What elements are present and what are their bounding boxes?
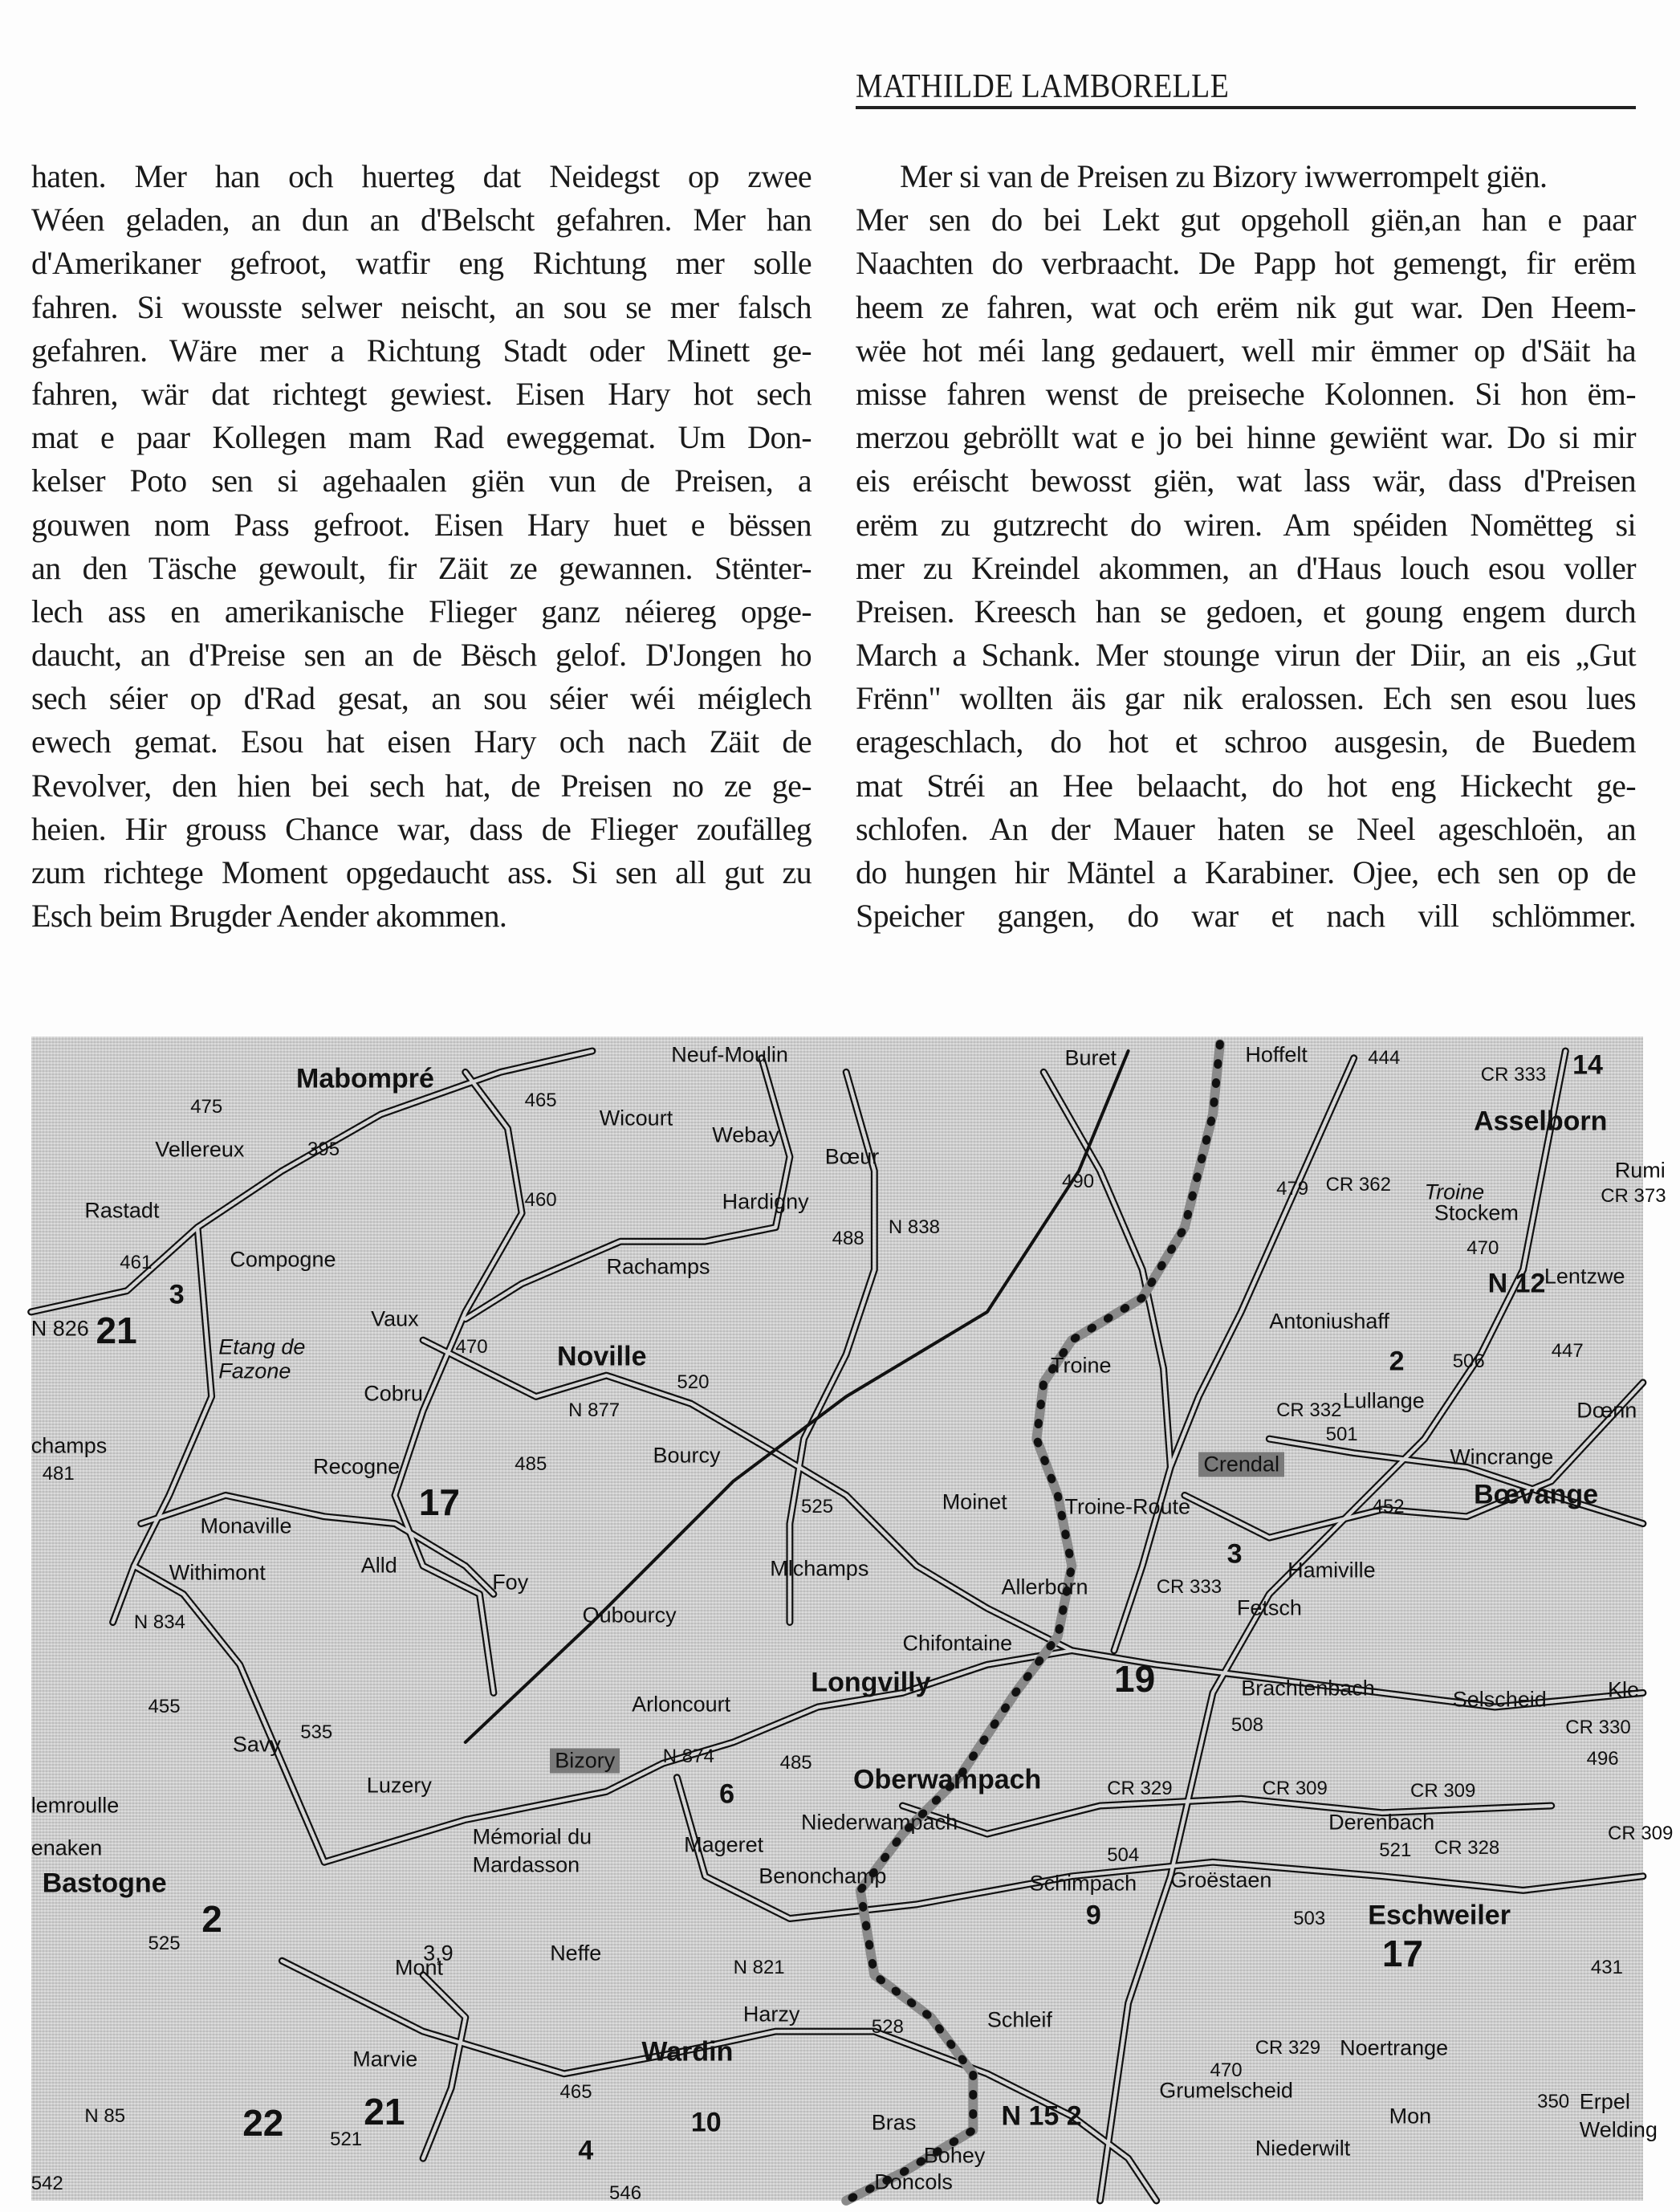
map-label: Allerborn (1001, 1574, 1088, 1599)
map-label: 3,9 (423, 1941, 454, 1966)
text-line: ewech gemat. Esou hat eisen Hary och nach Zäit de (31, 723, 812, 760)
map-label: 6 (719, 1778, 735, 1810)
running-header-author: MATHILDE LAMBORELLE (856, 68, 1230, 105)
map-label: Rachamps (606, 1254, 710, 1279)
map-label: Niederwampach (801, 1810, 958, 1835)
text-line: fahren. Si wousste selwer neischt, an sou se mer falsch (31, 288, 812, 325)
map-label: Oberwampach (853, 1764, 1042, 1795)
map-label: 501 (1325, 1423, 1358, 1445)
map-label: Hardigny (722, 1189, 809, 1214)
map-label: Wicourt (599, 1106, 673, 1130)
map-label: Bohey (923, 2143, 986, 2168)
map-label: Schimpach (1029, 1871, 1137, 1896)
map-label: Mémorial du (472, 1824, 592, 1849)
text-line: Revolver, den hien bei sech hat, de Preisen no ze ge- (31, 767, 812, 804)
map-label: Kle (1608, 1677, 1640, 1702)
map-label: Brachtenbach (1241, 1676, 1375, 1701)
map-label: CR 332 (1276, 1399, 1342, 1421)
text-line: March a Schank. Mer stounge virun der Diir, an eis „Gut (856, 637, 1636, 674)
map-label: Buret (1064, 1045, 1117, 1070)
text-line: erageschlach, do hot et schroo ausgesin, de Buedem (856, 723, 1636, 760)
map-label: Savy (232, 1732, 281, 1757)
text-line: heem ze fahren, wat och erëm nik gut war. Den Heem- (856, 288, 1636, 325)
map-label: Cobru (364, 1381, 423, 1406)
map-label: 520 (677, 1371, 710, 1393)
map-label: Troine (1424, 1179, 1485, 1204)
map-label: Crendal (1198, 1452, 1284, 1477)
map-label: 506 (1452, 1350, 1485, 1372)
map-label: 3 (169, 1279, 185, 1310)
text-line: Naachten do verbraacht. De Papp hot gemengt, fir erëm (856, 245, 1636, 282)
map-label: 19 (1114, 1657, 1156, 1700)
map-label: Bizory (550, 1748, 620, 1773)
map-label: N 838 (888, 1216, 940, 1238)
map-label: 479 (1276, 1178, 1309, 1200)
map-label: Lentzwe (1544, 1264, 1625, 1289)
map-label: 395 (307, 1139, 340, 1160)
text-line: gefahren. Wäre mer a Richtung Stadt oder Minett ge- (31, 332, 812, 369)
text-line: Mer sen do bei Lekt gut opgeholl giën,an han e paar (856, 202, 1636, 238)
map-label: N 12 (1487, 1268, 1546, 1299)
map-label: Mon (1389, 2104, 1432, 2128)
map-label: 546 (609, 2182, 642, 2205)
map-label: Dœnn (1576, 1398, 1637, 1423)
map-label: Benonchamp (759, 1864, 887, 1888)
map-label: enaken (31, 1835, 103, 1860)
map-label: Marvie (352, 2047, 418, 2071)
map-label: 3 (1226, 1538, 1243, 1570)
map-label: 2 (201, 1897, 222, 1940)
map-label: 475 (190, 1096, 223, 1118)
map-label: Antoniushaff (1269, 1309, 1389, 1334)
text-line: haten. Mer han och huerteg dat Neidegst op zwee (31, 158, 812, 194)
map-label: 504 (1107, 1843, 1140, 1866)
map-label: lemroulle (31, 1793, 120, 1818)
map-label: N 874 (662, 1745, 714, 1767)
map-label: 455 (148, 1696, 181, 1717)
map-label: 470 (455, 1335, 488, 1358)
text-line: erëm zu gutzrecht do wiren. Am spéiden Nomëtteg si (856, 506, 1636, 543)
map-label: Derenbach (1328, 1810, 1435, 1835)
map-label: Stockem (1434, 1200, 1519, 1225)
text-line: an den Täsche gewoult, fir Zäit ze gewannen. Stënter- (31, 549, 812, 586)
map-label: Hamiville (1287, 1558, 1376, 1582)
map-label: Alld (360, 1553, 397, 1578)
text-line: kelser Poto sen si agehaalen giën vun de Preisen, a (31, 462, 812, 499)
map-label: Groëstaen (1170, 1868, 1272, 1892)
map-label: Erpel (1579, 2089, 1630, 2114)
road (282, 1961, 1156, 2201)
map-label: 461 (120, 1251, 153, 1273)
map-label: 508 (1231, 1713, 1263, 1736)
map-label: 17 (418, 1481, 460, 1524)
map-label: 528 (871, 2015, 904, 2038)
map-label: 470 (1210, 2059, 1243, 2082)
text-line: sech séier op d'Rad gesat, an sou séier wéi méiglech (31, 680, 812, 717)
map-label: Rumi (1614, 1158, 1666, 1183)
map-label: Etang de (218, 1334, 306, 1359)
map-label: 447 (1551, 1340, 1584, 1363)
map-label: 21 (364, 2091, 405, 2133)
text-line: merzou gebröllt wat e jo bei hinne gewiënt war. Do si mir (856, 419, 1636, 456)
text-line: Frënn" wollten äis gar nik eralossen. Ech sen esou lues (856, 680, 1636, 717)
map-label: N 826 (31, 1316, 89, 1341)
map-label: CR 373 (1601, 1184, 1666, 1207)
map-label: Webay (712, 1122, 779, 1147)
map-label: Noville (557, 1341, 647, 1372)
text-line: mer zu Kreindel akommen, an d'Haus louch esou voller (856, 549, 1636, 586)
map-label: Mageret (684, 1832, 764, 1857)
text-line: wëe hot méi lang gedauert, well mir ëmmer op d'Säit ha (856, 332, 1636, 369)
map-label: Moinet (942, 1489, 1007, 1514)
text-line: misse fahren wenst de preiseche Kolonnen. Si hon ëm- (856, 375, 1636, 412)
map-label: Luzery (366, 1773, 432, 1798)
map-label: N 821 (733, 1957, 785, 1978)
map-label: Hoffelt (1245, 1042, 1308, 1067)
map-label: Mont (395, 1955, 444, 1980)
map-label: N 834 (133, 1611, 185, 1633)
text-line: Speicher gangen, do war et nach vill schlömmer. (856, 898, 1636, 935)
map-label: 485 (515, 1452, 547, 1475)
map-label: Wardin (641, 2036, 734, 2067)
map-label: 452 (1372, 1495, 1405, 1517)
map-label: N 877 (568, 1399, 620, 1421)
map-label: 485 (779, 1752, 812, 1774)
text-line: heien. Hir grouss Chance war, dass de Flieger zoufälleg (31, 810, 812, 847)
map-label: 431 (1590, 1957, 1623, 1978)
map-label: CR 309 (1608, 1823, 1674, 1845)
map-label: Rastadt (84, 1198, 160, 1222)
map-label: Fazone (218, 1359, 291, 1383)
map-label: 521 (330, 2128, 363, 2151)
map-label: CR 329 (1255, 2037, 1321, 2059)
map-label: CR 362 (1325, 1173, 1391, 1196)
map-label: 503 (1293, 1907, 1326, 1929)
map-label: Withimont (169, 1560, 266, 1585)
map-label: Wincrange (1450, 1444, 1554, 1469)
map-label: Troine (1051, 1353, 1112, 1378)
map-label: 21 (96, 1309, 137, 1351)
map-label: Doncols (874, 2169, 953, 2194)
map-label: 10 (690, 2107, 722, 2138)
map-label: 4 (578, 2135, 594, 2166)
map-label: 481 (42, 1463, 75, 1485)
map-label: Eschweiler (1368, 1900, 1511, 1931)
map-label: 2 (1389, 1346, 1405, 1376)
map-label: CR 333 (1480, 1063, 1547, 1086)
railway-line (466, 1051, 1129, 1742)
text-line: mat Stréi an Hee belaacht, do hot eng Hickecht ge- (856, 767, 1636, 804)
map-label: Foy (492, 1570, 529, 1595)
map-label: Harzy (742, 2002, 800, 2027)
text-line: Esch beim Brugder Aender akommen. (31, 898, 507, 935)
map-label: Mardasson (472, 1852, 580, 1877)
text-line: eis eréischt bewosst giën, wat lass wär, dass d'Preisen (856, 462, 1636, 499)
map-label: Schleif (986, 2007, 1052, 2032)
map-label: Lullange (1342, 1388, 1425, 1413)
road-casing (903, 1799, 1552, 1834)
map-label: 465 (559, 2080, 592, 2103)
map-label: Mlchamps (770, 1556, 869, 1581)
map-label: 17 (1381, 1933, 1424, 1975)
road-map (31, 1037, 1674, 2205)
map-label: Bœur (824, 1144, 880, 1169)
map-label: 22 (242, 2102, 284, 2145)
map-label: Noertrange (1340, 2035, 1449, 2060)
map-label: 488 (832, 1227, 864, 1249)
map-label: Monaville (200, 1513, 292, 1538)
text-line: do hungen hir Mäntel a Karabiner. Ojee, ech sen op de (856, 854, 1636, 890)
map-label: Welding (1579, 2117, 1658, 2142)
map-label: 465 (524, 1089, 557, 1111)
map-label: Compogne (230, 1247, 336, 1272)
map-label: Chifontaine (902, 1631, 1013, 1656)
map-label: Longvilly (811, 1667, 931, 1698)
map-label: 470 (1466, 1236, 1499, 1259)
map-roads-layer (31, 1037, 1643, 2201)
map-label: 525 (801, 1495, 834, 1517)
text-line: zum richtege Moment opgedaucht ass. Si sen all gut zu (31, 854, 812, 890)
text-line: daucht, an d'Preise sen an de Bësch gelof. D'Jongen ho (31, 637, 812, 674)
map-label: N 15 2 (1001, 2100, 1082, 2131)
map-label: CR 329 (1107, 1777, 1173, 1799)
map-label: 525 (148, 1933, 181, 1955)
map-label: 350 (1537, 2090, 1570, 2112)
text-line: Wéen geladen, an dun an d'Belscht gefahren. Mer han (31, 202, 812, 238)
map-label: Recogne (313, 1454, 401, 1479)
text-line: d'Amerikaner gefroot, watfir eng Richtung mer solle (31, 245, 812, 282)
map-label: 542 (31, 2172, 63, 2194)
map-label: 460 (524, 1189, 557, 1212)
map-label: CR 309 (1410, 1780, 1476, 1803)
map-label: 14 (1572, 1049, 1603, 1080)
map-label: Selscheid (1452, 1687, 1547, 1712)
map-label: N 85 (84, 2104, 126, 2127)
text-line: lech ass en amerikanische Flieger ganz néiereg opge- (31, 593, 812, 629)
map-label: Grumelscheid (1159, 2078, 1293, 2103)
text-line: schlofen. An der Mauer haten se Neel ageschloën, an (856, 810, 1636, 847)
map-label: Asselborn (1474, 1106, 1608, 1137)
map-label: Bastogne (42, 1868, 167, 1899)
road-casing (282, 1961, 1156, 2201)
text-line: Preisen. Kreesch han se gedoen, et goung engem durch (856, 593, 1636, 629)
map-label: 496 (1586, 1748, 1619, 1770)
text-line: gouwen nom Pass gefroot. Eisen Hary huet e bëssen (31, 506, 812, 543)
map-label: 490 (1062, 1171, 1095, 1193)
map-label: 521 (1379, 1839, 1412, 1862)
map-label: Vellereux (155, 1137, 245, 1162)
map-label: Bœvange (1474, 1479, 1599, 1510)
map-label: champs (31, 1433, 108, 1458)
map-label: Arloncourt (632, 1692, 731, 1716)
text-line: Mer si van de Preisen zu Bizory iwwerrompelt giën. (900, 158, 1548, 194)
left-text-column (31, 155, 812, 938)
map-label: Niederwilt (1255, 2136, 1351, 2161)
map-label: Vaux (371, 1306, 419, 1331)
map-label: Bras (871, 2110, 917, 2135)
map-label: 535 (300, 1721, 333, 1743)
header-rule (856, 106, 1636, 109)
text-line: mat e paar Kollegen mam Rad eweggemat. Um Don- (31, 419, 812, 456)
map-label: Troine-Route (1064, 1494, 1191, 1518)
right-text-column (856, 155, 1636, 938)
map-label: Neffe (550, 1941, 602, 1966)
road-casing (423, 1975, 466, 2158)
map-label: Bourcy (653, 1443, 721, 1468)
map-label: CR 333 (1156, 1575, 1222, 1598)
map-label: 9 (1085, 1900, 1101, 1931)
map-label: Neuf-Moulin (671, 1042, 788, 1067)
text-line: fahren, wär dat richtegt gewiest. Eisen Hary hot sech (31, 375, 812, 412)
map-label: Oubourcy (582, 1603, 677, 1627)
map-label: Fetsch (1236, 1595, 1302, 1620)
map-label: CR 330 (1565, 1717, 1631, 1739)
map-label: CR 309 (1262, 1777, 1328, 1799)
map-label: Mabompré (296, 1063, 434, 1094)
map-label: 444 (1368, 1046, 1401, 1069)
map-label: CR 328 (1434, 1836, 1500, 1859)
